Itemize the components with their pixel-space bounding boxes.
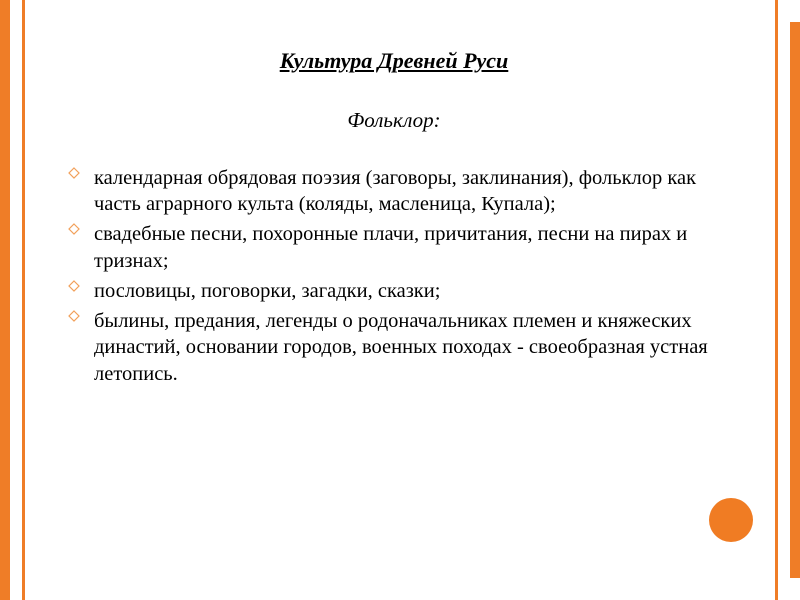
list-item-label: былины, предания, легенды о родоначальниках племен и княжеских династий, основании городов, военных походах - своеобразная устная летопись. [94,310,708,385]
diamond-bullet-icon [68,223,84,235]
list-item [68,221,748,273]
slide-content [40,0,748,600]
list-item-label: календарная обрядовая поэзия (заговоры, заклинания), фольклор как часть аграрного культа (коляды, масленица, Купала); [94,167,697,216]
diamond-bullet-icon [68,167,84,179]
list-item-label: пословицы, поговорки, загадки, сказки; [94,279,441,302]
right-border-bar [790,0,800,600]
list-item-label: свадебные песни, похоронные плачи, причитания, песни на пирах и тризнах; [94,223,688,272]
right-border-line [775,0,778,600]
top-right-notch [790,0,800,22]
left-border-line [22,0,25,600]
list-item [68,308,748,387]
bullet-list [40,165,748,387]
left-border-bar [0,0,10,600]
diamond-bullet-icon [68,280,84,292]
diamond-bullet-icon [68,310,84,322]
bottom-right-notch [790,578,800,600]
page-title [40,48,748,74]
slide-subtitle: Фольклор: [347,108,441,132]
page-title-text: Культура Древней Руси [279,48,509,73]
list-item [68,165,748,217]
list-item [68,278,748,304]
